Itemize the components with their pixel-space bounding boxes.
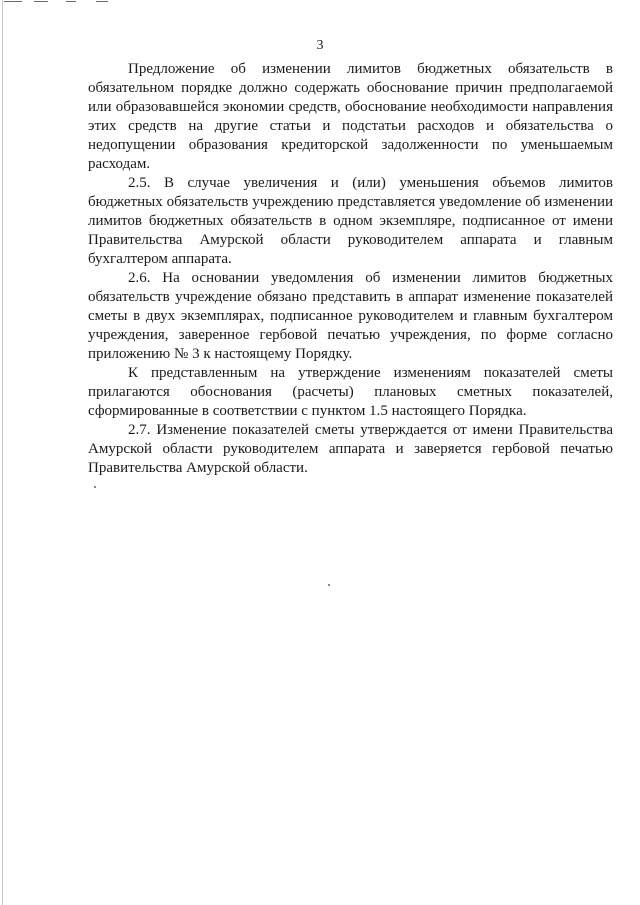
- paragraph-2-7: 2.7. Изменение показателей сметы утверждается от имени Правительства Амурской области руководителем аппарата и заверяется гербовой печатью Правительства Амурской области.: [88, 422, 613, 476]
- paragraph-2-6: 2.6. На основании уведомления об изменении лимитов бюджетных обязательств учреждение обязано представить в аппарат изменение показателей сметы в двух экземплярах, подписанное руководителем и главным бухгалтером учреждения, заверенное гербовой печатью учреждения, по форме согласно приложению № 3 к настоящему Порядку.: [88, 270, 613, 362]
- scan-speck-2: [328, 584, 330, 586]
- document-body: [88, 60, 613, 478]
- scan-artifact-top-4: [96, 1, 108, 2]
- page-number: 3: [316, 38, 324, 53]
- scan-speck-1: [94, 486, 96, 488]
- paragraph-attachments: К представленным на утверждение изменениям показателей сметы прилагаются обоснования (расчеты) плановых сметных показателей, сформированные в соответствии с пунктом 1.5 настоящего Порядка.: [88, 365, 613, 419]
- paragraph-limits-proposal: Предложение об изменении лимитов бюджетных обязательств в обязательном порядке должно содержать обоснование причин предполагаемой или образовавшейся экономии средств, обоснование необходимости направления этих средств на другие статьи и подстатьи расходов и обязательства о недопущении образования кредиторской задолженности по уменьшаемым расходам.: [88, 61, 613, 172]
- scan-edge-line: [2, 0, 3, 905]
- scan-artifact-top-1: [4, 1, 22, 2]
- scan-artifact-top-3: [66, 1, 76, 2]
- paragraph-2-5: 2.5. В случае увеличения и (или) уменьшения объемов лимитов бюджетных обязательств учреждению представляется уведомление об изменении лимитов бюджетных обязательств в одном экземпляре, подписанное от имени Правительства Амурской области руководителем аппарата и главным бухгалтером аппарата.: [88, 175, 613, 267]
- scan-artifact-top-2: [34, 1, 48, 2]
